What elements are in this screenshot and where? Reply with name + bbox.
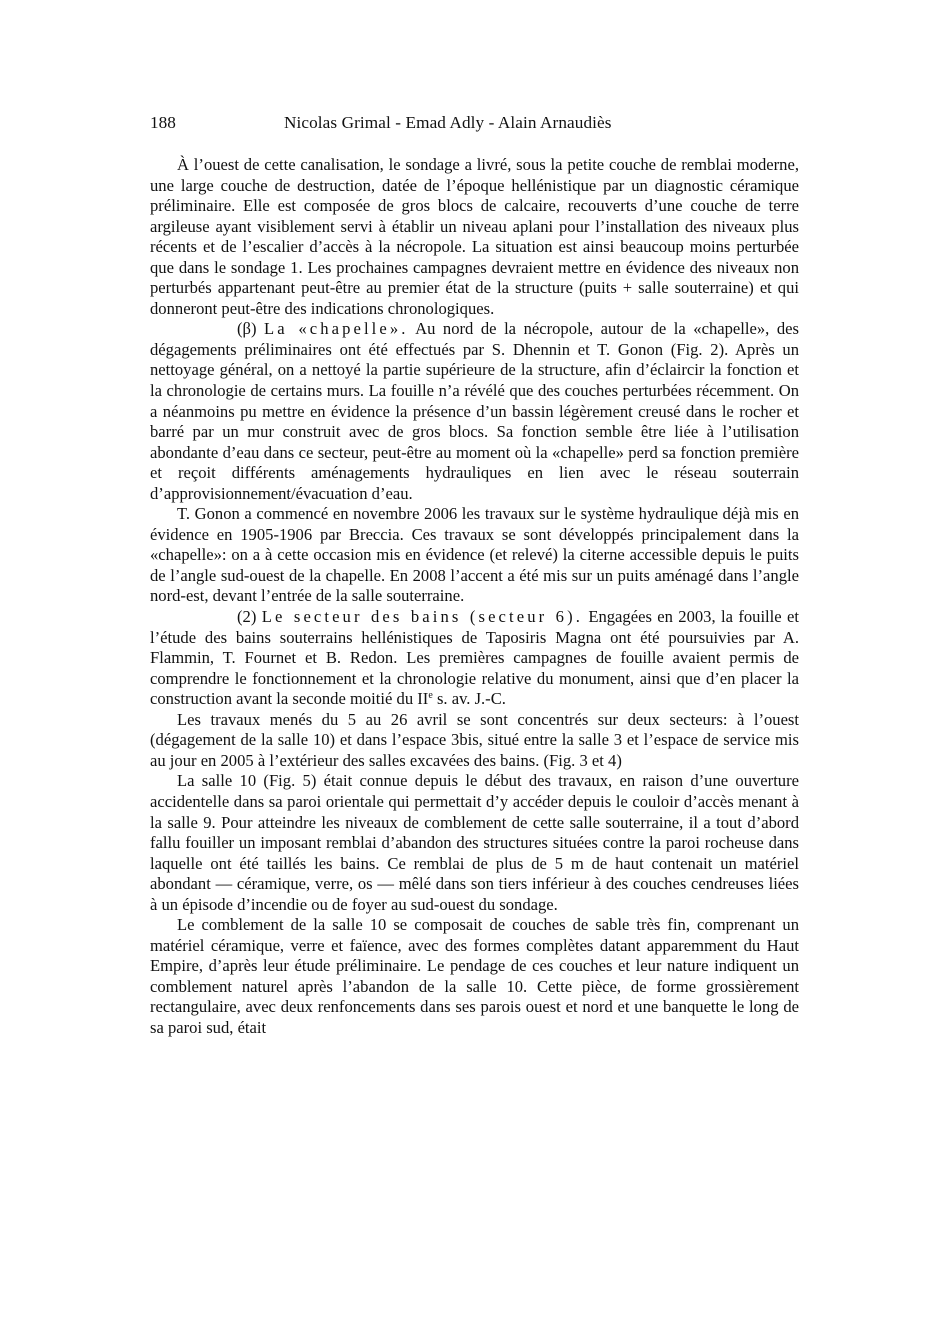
section-marker-2: (2) xyxy=(237,607,262,627)
paragraph-4 xyxy=(150,607,799,710)
page xyxy=(150,110,799,1039)
paragraph-5: Les travaux menés du 5 au 26 avril se sont concentrés sur deux secteurs: à l’ouest (dégagement de la salle 10) et dans l’espace 3bis, situé entre la salle 3 et l’espace de service mis au jour en 2005 à l’extérieur des salles excavées des bains. (Fig. 3 et 4) xyxy=(150,709,799,770)
paragraph-1: À l’ouest de cette canalisation, le sondage a livré, sous la petite couche de remblai moderne, une large couche de destruction, datée de l’époque hellénistique par un diagnostic céramique préliminaire. Elle est composée de gros blocs de calcaire, recouverts d’une couche de terre argileuse ayant visiblement servi à établir un niveau aplani pour l’installation des niveaux plus récents et de l’escalier d’accès à la nécropole. La situation est ainsi beaucoup moins perturbée que dans le sondage 1. Les prochaines campagnes devraient mettre en évidence des niveaux non perturbés appartenant peut-être au premier état de la structure (puits + salle souterraine) et qui donneront peut-être des indications chronologiques. xyxy=(150,155,799,318)
paragraph-2 xyxy=(150,319,799,504)
page-number: 188 xyxy=(150,113,176,132)
running-head xyxy=(150,110,799,136)
paragraph-4-text: Engagées en 2003, la fouille et l’étude des bains souterrains hellénistiques de Taposiris Magna ont été poursuivies par A. Flammin, T. Fournet et B. Redon. Les premières campagnes de fouille avaient permis de comprendre le fonctionnement et la chronologie relative du monument, ainsi que d’en placer la construction avant la seconde moitié du xyxy=(150,607,799,709)
paragraph-3: T. Gonon a commencé en novembre 2006 les travaux sur le système hydraulique déjà mis en évidence en 1905-1906 par Breccia. Ces travaux se sont développés principalement dans la «chapelle»: on a à cette occasion mis en évidence (et relevé) la citerne accessible depuis le puits de l’angle sud-ouest de la chapelle. En 2008 l’accent a été mis sur un puits aménagé dans l’angle nord-est, devant l’entrée de la salle souterraine. xyxy=(150,504,799,606)
century-superscript: e xyxy=(428,690,433,702)
paragraph-2-text: Au nord de la nécropole, autour de la «chapelle», des dégagements préliminaires ont été effectués par S. Dhennin et T. Gonon (Fig. 2). Après un nettoyage général, on a nettoyé la partie supérieure de la structure, afin d’éclaircir la fonction et la chronologie de certains murs. La fouille n’a révélé que des couches perturbées récemment. On a néanmoins pu mettre en évidence la présence d’un bassin légèrement creusé dans le rocher et barré par un mur construit avec de gros blocs. Sa fonction semble être liée à l’utilisation abondante d’eau dans ce secteur, peut-être au moment où la «chapelle» perd sa fonction première et reçoit différents aménagements hydrauliques en lien avec le réseau souterrain d’approvisionnement/évacuation d’eau. xyxy=(150,319,799,503)
body-text xyxy=(150,155,799,1039)
paragraph-7: Le comblement de la salle 10 se composait de couches de sable très fin, comprenant un matériel céramique, verre et faïence, avec des formes complètes datant apparemment du Haut Empire, d’après leur étude préliminaire. Le pendage de ces couches et leur nature indiquent un comblement naturel après l’abandon de la salle 10. Cette pièce, de forme grossièrement rectangulaire, avec deux renfoncements dans ses parois ouest et nord et une banquette le long de sa paroi sud, était xyxy=(150,915,799,1037)
paragraph-4-end: s. av. J.-C. xyxy=(432,689,506,709)
section-marker-beta: (β) xyxy=(237,319,265,339)
section-heading-chapelle: La «chapelle». xyxy=(264,319,409,339)
header-authors: Nicolas Grimal - Emad Adly - Alain Arnaudiès xyxy=(284,113,612,132)
paragraph-6: La salle 10 (Fig. 5) était connue depuis le début des travaux, en raison d’une ouverture accidentelle dans sa paroi orientale qui permettait d’y accéder depuis le couloir d’accès menant à la salle 9. Pour atteindre les niveaux de comblement de cette salle souterraine, il a tout d’abord fallu fouiller un imposant remblai d’abandon des structures situées contre la paroi rocheuse dans laquelle ont été taillés les bains. Ce remblai de plus de 5 m de haut contenait un matériel abondant — céramique, verre, os — mêlé dans son tiers inférieur à des couches cendreuses liées à un épisode d’incendie ou de foyer au sud-ouest du sondage. xyxy=(150,771,799,914)
century-numeral: II xyxy=(417,689,429,709)
section-heading-bains: Le secteur des bains (secteur 6). xyxy=(261,607,583,627)
